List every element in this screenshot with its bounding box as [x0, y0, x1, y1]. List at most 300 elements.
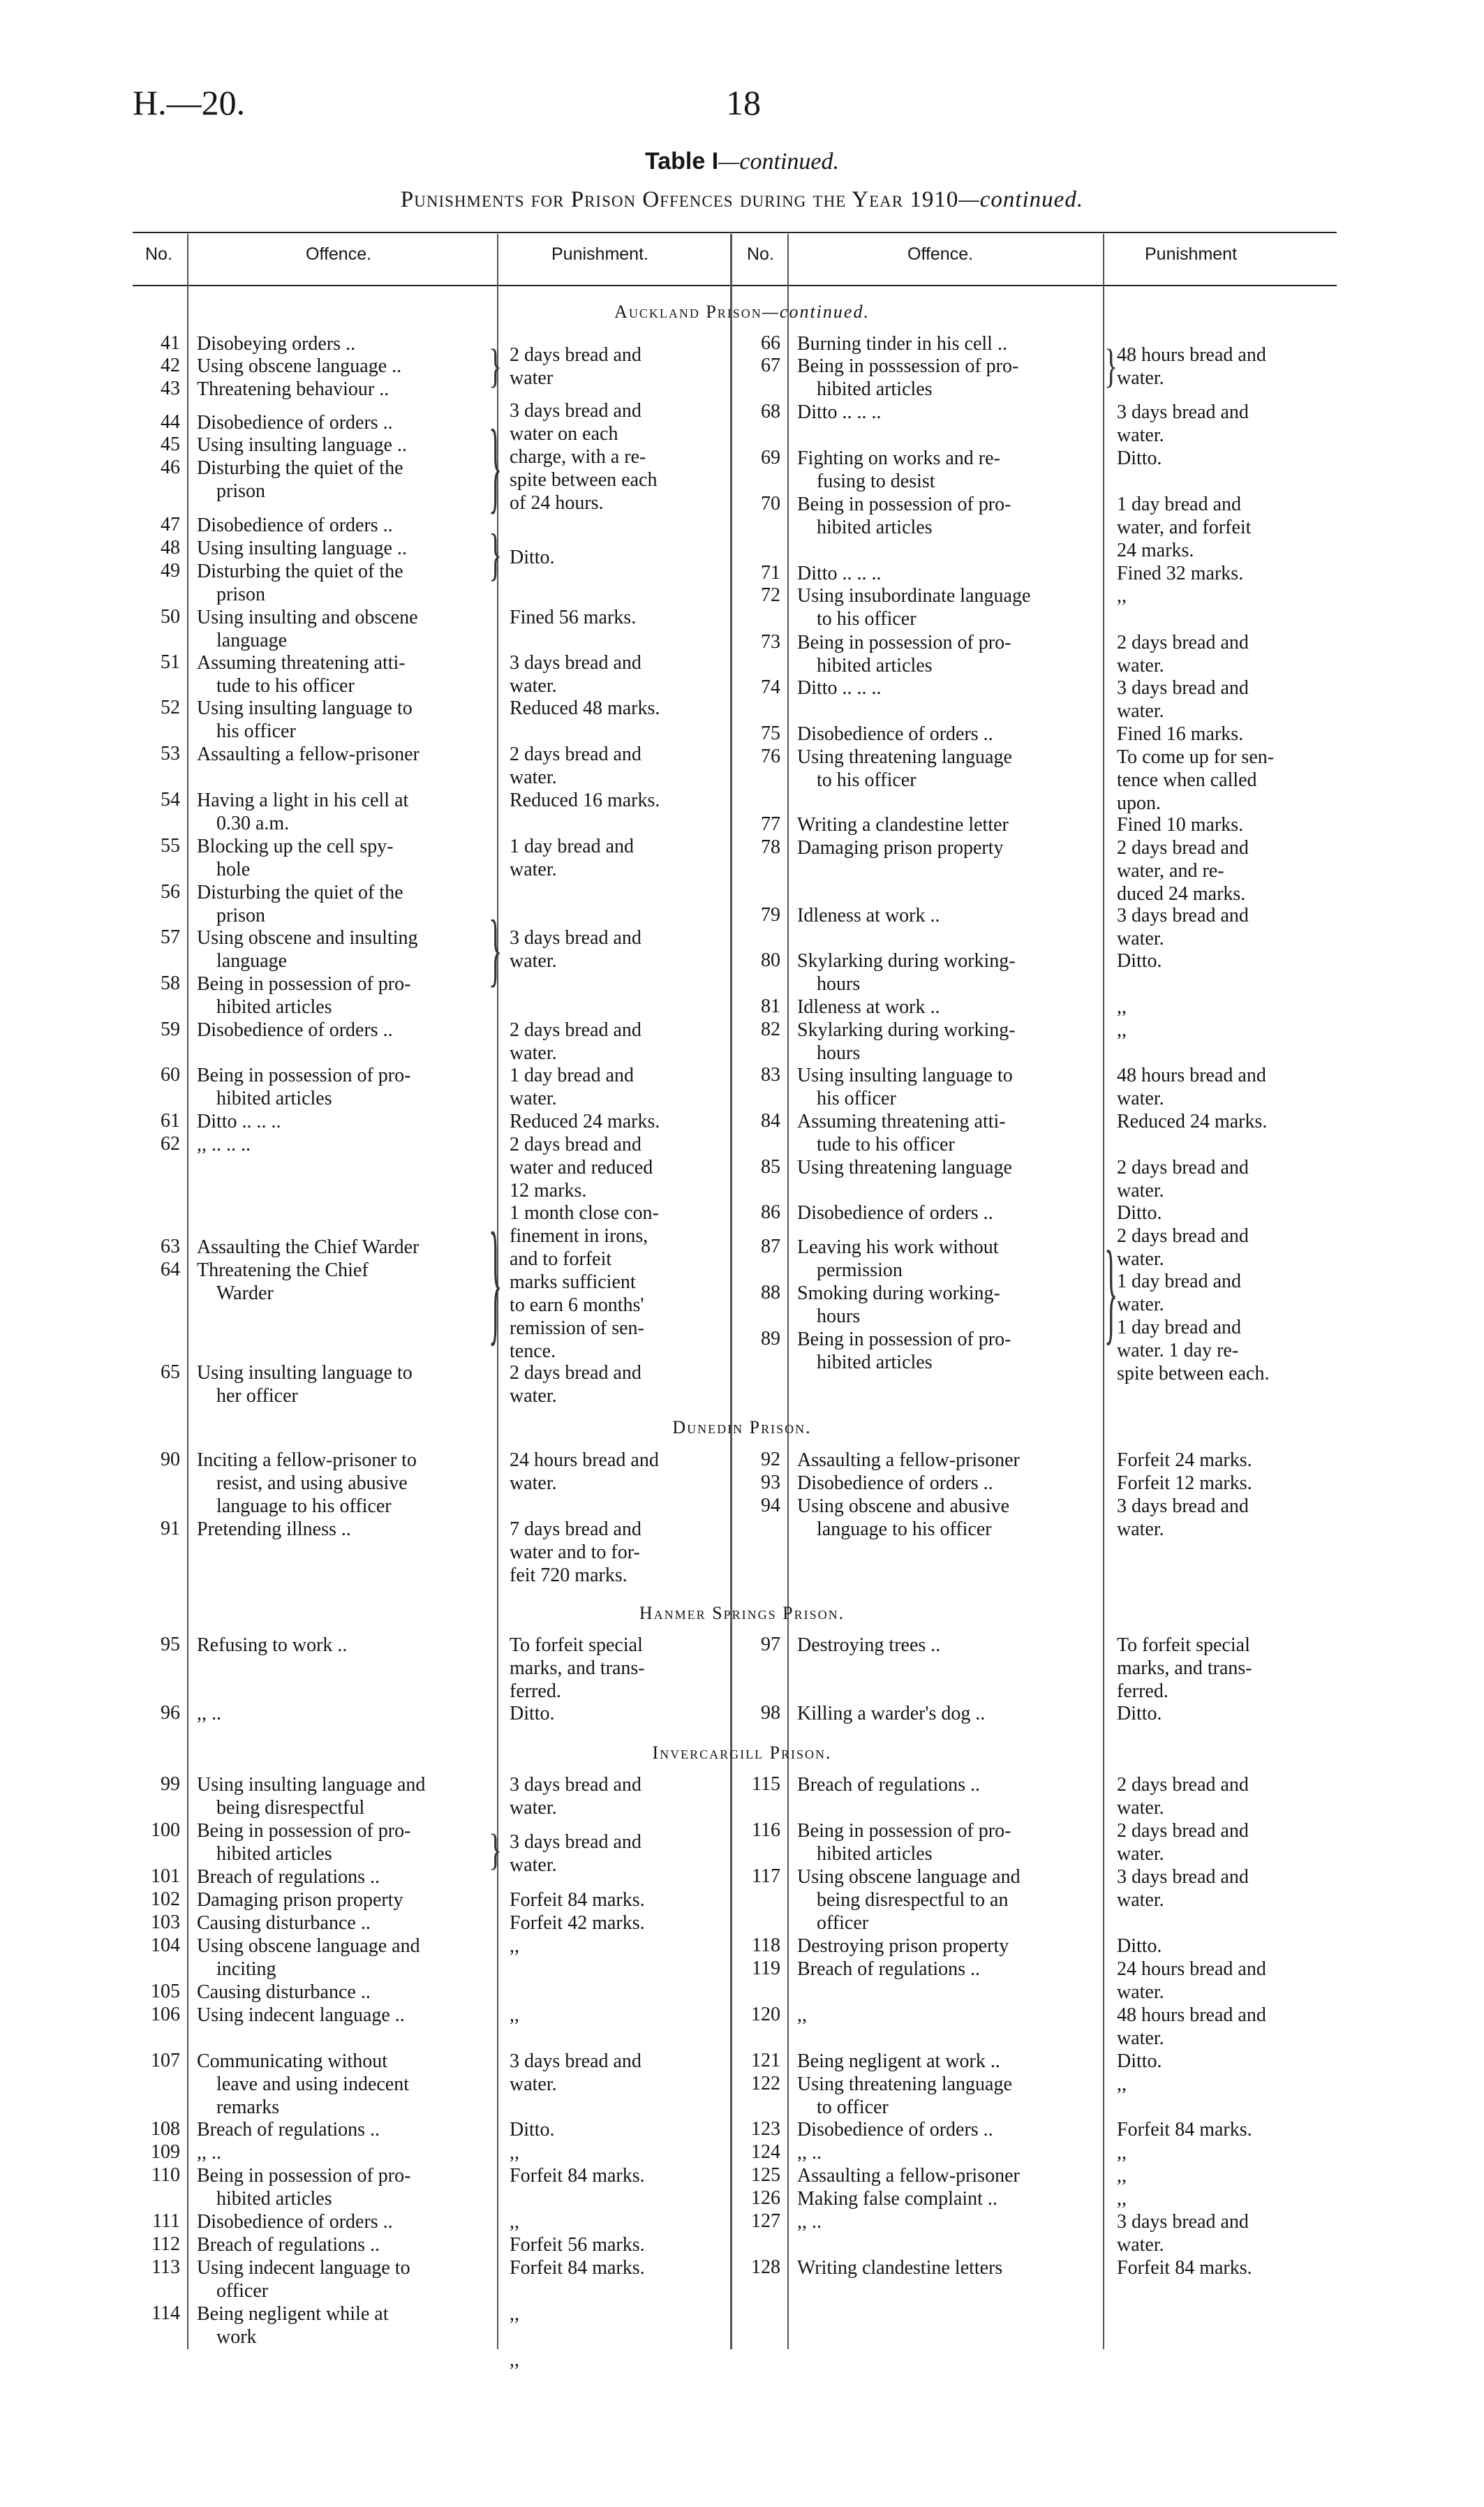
punishment-text-line: 48 hours bread and — [1117, 1065, 1266, 1086]
offence-text-line: Disobedience of orders .. — [797, 1472, 993, 1494]
punishment-text — [1117, 493, 1340, 562]
offence-text — [797, 332, 1097, 355]
punishment-text-line: Ditto. — [1117, 2050, 1162, 2072]
offence-text-line: Using insulting language to — [197, 697, 413, 719]
offence-text — [797, 949, 1097, 996]
offence-text-line: Idleness at work .. — [797, 996, 940, 1018]
punishment-text — [510, 1935, 722, 1958]
column-header-offence: Offence. — [306, 244, 372, 264]
offence-text-line: hours — [817, 1306, 861, 1327]
offence-text — [797, 584, 1097, 630]
punishment-text — [1117, 2073, 1340, 2096]
offence-text-line: Skylarking during working- — [797, 1019, 1016, 1041]
offence-text-line: Breach of regulations .. — [797, 1774, 981, 1796]
offence-text — [197, 1702, 490, 1725]
offence-text — [197, 2233, 490, 2256]
offence-text-line: Having a light in his cell at — [197, 790, 409, 811]
punishment-text-line: 1 day bread and — [510, 1065, 635, 1086]
punishment-text-line: water. — [510, 859, 557, 880]
offence-text-line: hibited articles — [216, 1088, 332, 1109]
offence-text — [197, 411, 490, 434]
punishment-text-line: water. — [510, 767, 557, 788]
subtitle-main: Punishments for Prison Offences during the Year 1910 — [400, 187, 959, 212]
punishment-text-line: water. — [1117, 1248, 1164, 1270]
offence-text — [797, 355, 1097, 401]
entry-number: 128 — [751, 2256, 780, 2278]
punishment-text-line: To forfeit special — [510, 1634, 643, 1656]
offence-text-line: ,, — [797, 2004, 807, 2026]
offence-text-line: Damaging prison property — [797, 837, 1004, 859]
punishment-text-line: 24 hours bread and — [510, 1449, 659, 1471]
entry-number: 94 — [761, 1495, 780, 1516]
punishment-text-line: water — [510, 367, 554, 389]
punishment-text — [510, 1634, 722, 1703]
offence-text-line: Being in posssession of pro- — [797, 355, 1019, 377]
offence-text — [197, 1935, 490, 1981]
offence-text — [197, 697, 490, 743]
offence-text-line: Disturbing the quiet of the — [197, 882, 403, 903]
punishment-text — [1117, 676, 1340, 723]
punishment-text-line: 3 days bread and — [1117, 1866, 1249, 1888]
entry-number: 49 — [161, 560, 180, 582]
offence-text-line: hibited articles — [817, 1843, 933, 1865]
entry-number: 96 — [161, 1702, 180, 1724]
column-divider — [787, 234, 789, 2349]
offence-text — [797, 1935, 1097, 1958]
punishment-text-line: water. — [1117, 2234, 1164, 2256]
punishment-text — [1117, 1958, 1340, 2004]
offence-text — [197, 1773, 490, 1819]
punishment-text — [1117, 1472, 1340, 1495]
punishment-text — [510, 343, 722, 390]
punishment-text — [1117, 813, 1340, 836]
punishment-text-line: Fined 56 marks. — [510, 607, 637, 628]
offence-text-line: Pretending illness .. — [197, 1518, 351, 1540]
section-auckland-suffix: —continued. — [762, 302, 870, 322]
offence-text — [797, 1236, 1097, 1282]
offence-text-line: Writing clandestine letters — [797, 2257, 1003, 2279]
punishment-text-line: Forfeit 84 marks. — [1117, 2119, 1252, 2140]
offence-text — [197, 1449, 490, 1518]
entry-number: 69 — [761, 447, 780, 468]
punishment-text — [1117, 1495, 1340, 1541]
punishment-text — [510, 606, 722, 629]
offence-text — [797, 447, 1097, 493]
offence-text-line: Being in possession of pro- — [197, 973, 411, 995]
offence-text-line: permission — [817, 1259, 903, 1281]
offence-text-line: his officer — [817, 1088, 896, 1109]
entry-number: 79 — [761, 904, 780, 926]
entry-number: 42 — [161, 355, 180, 376]
punishment-text-line: Ditto. — [510, 547, 555, 568]
offence-text — [197, 537, 490, 560]
offence-text — [197, 1911, 490, 1935]
offence-text-line: Causing disturbance .. — [197, 1981, 371, 2003]
offence-text — [197, 1236, 490, 1259]
punishment-text-line: Forfeit 84 marks. — [510, 2165, 645, 2187]
page-number: 18 — [726, 83, 761, 122]
punishment-text — [1117, 2004, 1340, 2050]
offence-text-line: hole — [216, 859, 251, 880]
punishment-text — [510, 399, 722, 515]
entry-number: 122 — [751, 2073, 780, 2094]
offence-text — [797, 631, 1097, 677]
punishment-text — [510, 1201, 722, 1363]
punishment-text — [1117, 401, 1340, 447]
entry-number: 67 — [761, 355, 780, 376]
punishment-text-line: ,, — [510, 2004, 519, 2026]
offence-text-line: Blocking up the cell spy- — [197, 836, 394, 857]
column-header-no-right: No. — [747, 244, 774, 264]
punishment-text-line: Ditto. — [1117, 1935, 1162, 1957]
punishment-text-line: water. — [510, 1797, 557, 1819]
offence-text-line: Using insubordinate language — [797, 585, 1031, 607]
offence-text — [797, 2164, 1097, 2187]
offence-text-line: Being in possession of pro- — [197, 2165, 411, 2187]
offence-text-line: Breach of regulations .. — [797, 1958, 981, 1980]
punishment-text-line: 3 days bread and — [510, 1831, 641, 1853]
offence-text-line: Assuming threatening atti- — [797, 1111, 1006, 1132]
offence-text-line: Destroying trees .. — [797, 1634, 941, 1656]
offence-text — [797, 1282, 1097, 1328]
offence-text-line: work — [216, 2326, 257, 2348]
offence-text-line: tude to his officer — [216, 675, 355, 697]
offence-text-line: language — [216, 950, 288, 972]
punishment-text — [510, 1361, 722, 1407]
offence-text-line: Being in possession of pro- — [797, 1329, 1011, 1350]
punishment-text-line: of 24 hours. — [510, 492, 604, 514]
offence-text — [797, 2050, 1097, 2073]
entry-number: 113 — [151, 2256, 180, 2278]
punishment-text-line: water. — [1117, 1294, 1164, 1315]
punishment-text-line: water. — [1117, 928, 1164, 949]
punishment-text-line: Fined 10 marks. — [1117, 814, 1244, 836]
punishment-text-line: Reduced 24 marks. — [510, 1111, 660, 1132]
punishment-text-line: tence. — [510, 1340, 556, 1362]
offence-text-line: to his officer — [817, 608, 917, 630]
table-title — [0, 148, 1484, 175]
punishment-text — [1117, 343, 1340, 390]
punishment-text-line: water. — [510, 675, 557, 697]
offence-text-line: inciting — [216, 1958, 276, 1980]
punishment-text-line: water. — [1117, 1981, 1164, 2003]
punishment-text-line: Fined 16 marks. — [1117, 723, 1244, 745]
punishment-text-line: 3 days bread and — [1117, 1495, 1249, 1517]
offence-text-line: Warder — [216, 1282, 274, 1304]
punishment-text — [1117, 1449, 1340, 1472]
offence-text-line: Disobedience of orders .. — [197, 412, 393, 434]
punishment-text-line: 3 days bread and — [510, 2050, 641, 2072]
entry-number: 124 — [751, 2141, 780, 2163]
offence-text — [797, 1773, 1097, 1796]
entry-number: 93 — [761, 1472, 780, 1493]
punishment-text — [1117, 996, 1340, 1019]
punishment-text-line: ,, — [510, 2211, 519, 2233]
punishment-text — [510, 1133, 722, 1202]
punishment-text — [510, 743, 722, 789]
offence-text-line: hours — [817, 1042, 861, 1064]
offence-text-line: Ditto .. .. .. — [797, 401, 882, 423]
punishment-text-line: Reduced 24 marks. — [1117, 1111, 1268, 1132]
offence-text — [797, 1201, 1097, 1225]
entry-number: 95 — [161, 1634, 180, 1655]
punishment-text-line: 2 days bread and — [510, 1134, 641, 1155]
offence-text-line: Destroying prison property — [797, 1935, 1009, 1957]
offence-text-line: Being in possession of pro- — [197, 1065, 411, 1086]
offence-text — [797, 2210, 1097, 2233]
punishment-text-line: water. — [1117, 367, 1164, 389]
punishment-text-line: water. — [1117, 1843, 1164, 1865]
punishment-text-line: 48 hours bread and — [1117, 344, 1266, 366]
section-heading-invercargill: Invercargill Prison. — [652, 1743, 832, 1763]
offence-text-line: Disobedience of orders .. — [797, 1202, 993, 1224]
offence-text — [197, 457, 490, 503]
offence-text — [797, 493, 1097, 539]
punishment-text-line: water. — [510, 1088, 557, 1109]
entry-number: 62 — [161, 1133, 180, 1155]
entry-number: 68 — [761, 401, 780, 422]
offence-text — [197, 1888, 490, 1911]
punishment-text-line: Ditto. — [1117, 950, 1162, 972]
punishment-text-line: 3 days bread and — [1117, 905, 1249, 926]
offence-text — [197, 2004, 490, 2027]
column-header-no: No. — [145, 244, 172, 264]
brace-mark: } — [489, 1824, 503, 1874]
offence-text — [797, 1819, 1097, 1865]
punishment-text-line: 2 days bread and — [510, 744, 641, 765]
entry-number: 46 — [161, 457, 180, 478]
punishment-text-line: water. — [510, 950, 557, 972]
offence-text-line: hibited articles — [216, 996, 332, 1018]
punishment-text-line: spite between each. — [1117, 1363, 1270, 1384]
offence-text-line: Disobedience of orders .. — [197, 1019, 393, 1041]
offence-text-line: remarks — [216, 2096, 280, 2118]
entry-number: 88 — [761, 1282, 780, 1303]
punishment-text-line: water. — [510, 1385, 557, 1407]
punishment-text — [510, 2233, 722, 2256]
punishment-text-line: ,, — [1117, 996, 1127, 1018]
punishment-text — [1117, 1819, 1340, 1865]
brace-mark: } — [489, 522, 503, 586]
offence-text-line: to officer — [817, 2096, 889, 2118]
punishment-text-line: Fined 32 marks. — [1117, 563, 1244, 584]
punishment-text-line: 2 days bread and — [1117, 1820, 1249, 1842]
punishment-text-line: ,, — [1117, 585, 1127, 607]
entry-number: 101 — [151, 1865, 180, 1887]
offence-text — [197, 973, 490, 1019]
punishment-text — [510, 926, 722, 973]
column-header-punishment: Punishment. — [551, 244, 648, 264]
offence-text-line: ,, .. .. .. — [197, 1134, 251, 1155]
punishment-text — [510, 2118, 722, 2141]
offence-text-line: Being negligent while at — [197, 2303, 389, 2325]
offence-text-line: being disrespectful — [216, 1797, 365, 1819]
punishment-text-line: upon. — [1117, 792, 1161, 814]
punishment-text-line: 2 days bread and — [1117, 837, 1249, 859]
offence-text — [197, 378, 490, 401]
punishment-text-line: To forfeit special — [1117, 1634, 1250, 1656]
entry-number: 63 — [161, 1236, 180, 1257]
punishment-text-line: 2 days bread and — [1117, 1225, 1249, 1247]
offence-text-line: Inciting a fellow-prisoner to — [197, 1449, 417, 1471]
offence-text-line: being disrespectful to an — [817, 1889, 1009, 1911]
entry-number: 120 — [751, 2004, 780, 2025]
offence-text — [797, 2256, 1097, 2279]
punishment-text-line: ferred. — [510, 1680, 561, 1702]
offence-text-line: Assaulting a fellow-prisoner — [797, 2165, 1020, 2187]
punishment-text-line: marks, and trans- — [1117, 1657, 1252, 1679]
punishment-text — [1117, 2118, 1340, 2141]
offence-text — [797, 813, 1097, 836]
offence-text-line: Being in possession of pro- — [797, 1820, 1011, 1842]
offence-text — [797, 836, 1097, 859]
entry-number: 75 — [761, 723, 780, 744]
entry-number: 65 — [161, 1361, 180, 1383]
offence-text-line: Disturbing the quiet of the — [197, 457, 403, 479]
offence-text-line: language to his officer — [817, 1518, 992, 1540]
entry-number: 52 — [161, 697, 180, 718]
punishment-text-line: Forfeit 42 marks. — [510, 1912, 645, 1934]
entry-number: 81 — [761, 996, 780, 1017]
punishment-text — [1117, 1225, 1340, 1271]
offence-text — [797, 2141, 1097, 2164]
entry-number: 105 — [151, 1981, 180, 2002]
punishment-text — [510, 1831, 722, 1877]
punishment-text-line: 12 marks. — [510, 1180, 587, 1201]
offence-text — [197, 2256, 490, 2302]
entry-number: 73 — [761, 631, 780, 653]
punishment-text — [510, 2210, 722, 2233]
punishment-text — [1117, 1702, 1340, 1725]
offence-text-line: Burning tinder in his cell .. — [797, 333, 1007, 355]
entry-number: 118 — [752, 1935, 780, 1956]
offence-text — [197, 743, 490, 766]
entry-number: 54 — [161, 789, 180, 811]
punishment-text — [1117, 2256, 1340, 2279]
offence-text-line: Disobedience of orders .. — [197, 2211, 393, 2233]
punishment-text-line: water. — [1117, 424, 1164, 446]
punishment-text-line: ferred. — [1117, 1680, 1168, 1702]
offence-text — [197, 1361, 490, 1407]
entry-number: 72 — [761, 584, 780, 606]
offence-text — [197, 1064, 490, 1110]
document-reference: H.—20. — [133, 83, 246, 122]
entry-number: 76 — [761, 746, 780, 767]
entry-number: 111 — [152, 2210, 180, 2232]
punishment-text — [510, 835, 722, 881]
punishment-text — [510, 2256, 722, 2279]
punishment-text-line: and to forfeit — [510, 1248, 612, 1270]
offence-text — [797, 1110, 1097, 1156]
punishment-text-line: ,, — [1117, 2142, 1127, 2164]
punishment-text-line: Forfeit 84 marks. — [510, 2257, 645, 2279]
offence-text — [197, 1518, 490, 1541]
punishment-text-line: 2 days bread and — [510, 344, 641, 366]
punishment-text-line: 3 days bread and — [510, 1774, 641, 1796]
entry-number: 58 — [161, 973, 180, 994]
offence-text-line: Leaving his work without — [797, 1236, 999, 1258]
offence-text-line: hibited articles — [817, 378, 933, 400]
punishment-text-line: 3 days bread and — [1117, 401, 1249, 423]
offence-text-line: Idleness at work .. — [797, 905, 940, 926]
punishment-text-line: marks sufficient — [510, 1271, 636, 1293]
offence-text — [197, 355, 490, 378]
punishment-text-line: 3 days bread and — [1117, 2211, 1249, 2233]
offence-text-line: Disturbing the quiet of the — [197, 561, 403, 582]
punishment-text-line: 1 day bread and — [510, 836, 635, 857]
offence-text-line: Being in possession of pro- — [797, 632, 1011, 653]
punishment-text — [510, 1773, 722, 1819]
offence-text-line: hibited articles — [216, 1843, 332, 1865]
offence-text-line: Using insulting language to — [797, 1065, 1013, 1086]
offence-text-line: Using insulting language .. — [197, 538, 407, 559]
punishment-text-line: Forfeit 12 marks. — [1117, 1472, 1252, 1494]
offence-text — [797, 2118, 1097, 2141]
punishment-text — [1117, 2187, 1340, 2210]
entry-number: 59 — [161, 1019, 180, 1040]
punishment-text-line: duced 24 marks. — [1117, 883, 1246, 905]
offence-text — [797, 2073, 1097, 2119]
offence-text — [197, 881, 490, 927]
punishment-text-line: Forfeit 56 marks. — [510, 2234, 645, 2256]
entry-number: 85 — [761, 1156, 780, 1178]
offence-text-line: ,, .. — [197, 2142, 221, 2164]
punishment-text-line: water. — [1117, 655, 1164, 676]
offence-text-line: Assaulting a fellow-prisoner — [797, 1449, 1020, 1471]
offence-text-line: Using threatening language — [797, 1157, 1012, 1178]
offence-text-line: Breach of regulations .. — [197, 2119, 380, 2140]
punishment-text-line: To come up for sen- — [1117, 746, 1275, 768]
punishment-text-line: 24 hours bread and — [1117, 1958, 1266, 1980]
entry-number: 87 — [761, 1236, 780, 1257]
offence-text-line: Using obscene and abusive — [797, 1495, 1010, 1517]
offence-text — [197, 2141, 490, 2164]
offence-text-line: Disobedience of orders .. — [797, 723, 993, 745]
offence-text-line: Threatening the Chief — [197, 1259, 369, 1281]
punishment-text-line: 3 days bread and — [510, 652, 641, 674]
entry-number: 43 — [161, 378, 180, 399]
entry-number: 123 — [751, 2118, 780, 2140]
offence-text — [797, 996, 1097, 1019]
offence-text-line: Causing disturbance .. — [197, 1912, 371, 1934]
offence-text — [197, 2210, 490, 2233]
offence-text-line: Ditto .. .. .. — [797, 677, 882, 699]
offence-text-line: Using indecent language to — [197, 2257, 410, 2279]
entry-number: 127 — [751, 2210, 780, 2232]
offence-text — [197, 2050, 490, 2119]
offence-text — [197, 835, 490, 881]
section-heading-hanmer: Hanmer Springs Prison. — [639, 1603, 845, 1623]
header-bottom-rule — [133, 285, 1337, 286]
entry-number: 125 — [751, 2164, 780, 2186]
entry-number: 116 — [752, 1819, 780, 1841]
offence-text — [197, 2118, 490, 2141]
offence-text — [197, 332, 490, 355]
punishment-text-line: marks, and trans- — [510, 1657, 645, 1679]
offence-text — [197, 434, 490, 457]
entry-number: 70 — [761, 493, 780, 515]
subtitle-suffix: —continued. — [958, 187, 1084, 212]
offence-text-line: hibited articles — [817, 655, 933, 676]
punishment-text-line: Ditto. — [1117, 448, 1162, 469]
offence-text — [197, 1110, 490, 1133]
offence-text-line: Using threatening language — [797, 2073, 1012, 2095]
punishment-text — [510, 2302, 722, 2325]
offence-text-line: fusing to desist — [817, 471, 935, 492]
punishment-text — [1117, 1935, 1340, 1958]
entry-number: 99 — [161, 1773, 180, 1795]
punishment-text — [510, 789, 722, 812]
